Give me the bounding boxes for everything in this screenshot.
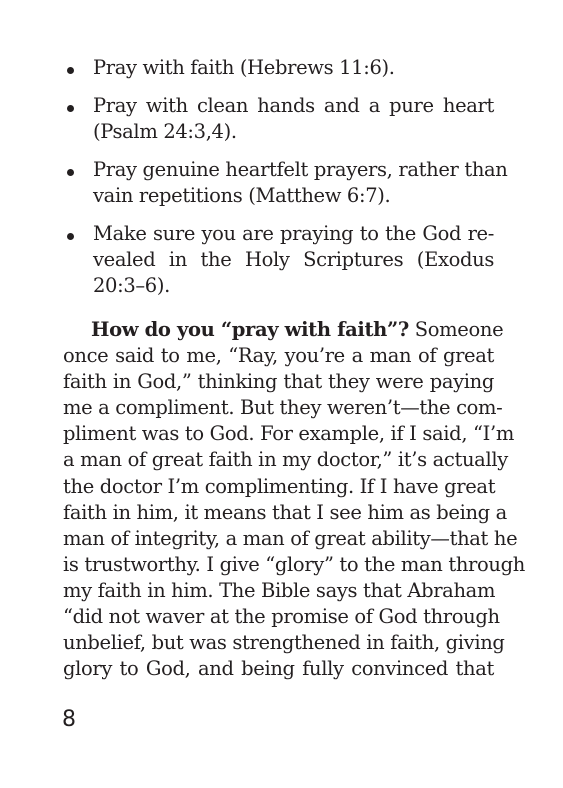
text-line: unbelief, but was strengthened in faith, giving — [63, 631, 505, 655]
page-number: 8 — [62, 707, 76, 732]
text-line: glory to God, and being fully convinced that — [63, 657, 494, 681]
text-line: vealed in the Holy Scriptures (Exodus — [93, 248, 494, 271]
bullet-dot-icon — [67, 105, 74, 112]
text-line: Pray with faith (Hebrews 11:6). — [93, 56, 395, 79]
text-line: once said to me, “Ray, you’re a man of great — [63, 344, 494, 368]
text-line: “did not waver at the promise of God through — [63, 605, 500, 629]
bullet-item — [63, 55, 494, 81]
text-line: pliment was to God. For example, if I said, “I’m — [63, 422, 514, 446]
bullet-dot-icon — [67, 233, 74, 240]
bullet-list — [63, 55, 508, 299]
text-line: 20:3–6). — [93, 274, 170, 297]
text-line: is trustworthy. I give “glory” to the man through — [63, 552, 525, 576]
text-fragment: Someone — [414, 318, 504, 341]
text-line: me a compliment. But they weren’t—the com- — [63, 396, 503, 420]
question-heading: How do you “pray with faith”? — [91, 318, 409, 341]
bullet-item — [63, 221, 494, 299]
text-line: Make sure you are praying to the God re- — [93, 222, 494, 245]
text-line: Pray genuine heartfelt prayers, rather than — [93, 158, 508, 181]
body-paragraph — [63, 317, 525, 682]
page-content — [63, 55, 525, 682]
text-line: faith in him, it means that I see him as being a — [63, 500, 507, 524]
bullet-dot-icon — [67, 67, 74, 74]
text-line: vain repetitions (Matthew 6:7). — [93, 184, 391, 207]
bullet-item — [63, 157, 508, 209]
text-line: man of integrity, a man of great ability—that he — [63, 526, 518, 550]
text-line: (Psalm 24:3,4). — [93, 120, 237, 143]
paragraph-first-line — [63, 317, 504, 343]
bullet-dot-icon — [67, 169, 74, 176]
text-line: faith in God,” thinking that they were paying — [63, 370, 494, 394]
text-line: a man of great faith in my doctor,” it’s actually — [63, 448, 508, 472]
text-line: the doctor I’m complimenting. If I have great — [63, 474, 496, 498]
text-line: my faith in him. The Bible says that Abraham — [63, 578, 496, 602]
bullet-item — [63, 93, 494, 145]
text-line: Pray with clean hands and a pure heart — [93, 94, 494, 117]
